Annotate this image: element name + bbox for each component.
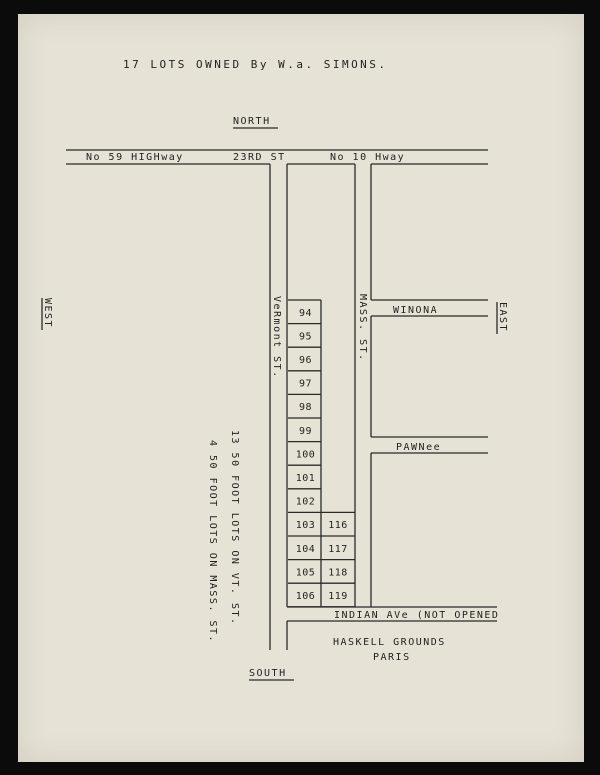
highway-59-label: No 59 HIGHway: [86, 152, 184, 163]
lot-label-96: 96: [298, 355, 313, 366]
mass-street-label: MASS. ST.: [357, 294, 368, 362]
indiana-avenue-label: INDIAN AVe (NOT OPENED: [334, 610, 500, 621]
highway-10-label: No 10 Hway: [330, 152, 406, 163]
winona-label: WINONA: [393, 305, 439, 316]
note-mass-lots: 4 50 FOOT LOTS ON MASS. ST.: [207, 440, 218, 644]
south-label: SOUTH: [249, 668, 287, 679]
lot-label-106: 106: [295, 591, 316, 602]
pawnee-label: PAWNee: [396, 442, 442, 453]
map-title: 17 LOTS OWNED By W.a. SIMONS.: [123, 58, 388, 71]
lot-label-116: 116: [328, 520, 348, 532]
lot-label-98: 98: [298, 402, 313, 414]
23rd-st-label: 23RD ST: [233, 152, 286, 163]
west-label: WEST: [42, 298, 53, 329]
lot-label-103: 103: [295, 520, 316, 532]
lot-label-104: 104: [295, 543, 316, 555]
haskell-grounds-sublabel: PARIS: [373, 652, 411, 663]
haskell-grounds-label: HASKELL GROUNDS: [333, 637, 446, 648]
lot-label-118: 118: [328, 567, 348, 579]
lot-label-94: 94: [298, 307, 313, 319]
lot-label-97: 97: [298, 378, 313, 390]
lots-grid: [288, 300, 355, 607]
lot-label-119: 119: [328, 591, 348, 602]
lot-label-100: 100: [295, 449, 316, 461]
vermont-street-label: VeRmont ST.: [271, 296, 282, 379]
lot-label-105: 105: [295, 567, 316, 579]
lot-label-95: 95: [298, 331, 313, 343]
north-label: NORTH: [233, 116, 271, 127]
note-vermont-lots: 13 50 FOOT LOTS ON VT. ST.: [229, 430, 240, 626]
east-label: EAST: [497, 302, 508, 333]
lot-label-117: 117: [328, 543, 348, 555]
lot-label-102: 102: [295, 496, 316, 508]
lot-label-101: 101: [295, 473, 316, 484]
lot-label-99: 99: [298, 425, 313, 437]
